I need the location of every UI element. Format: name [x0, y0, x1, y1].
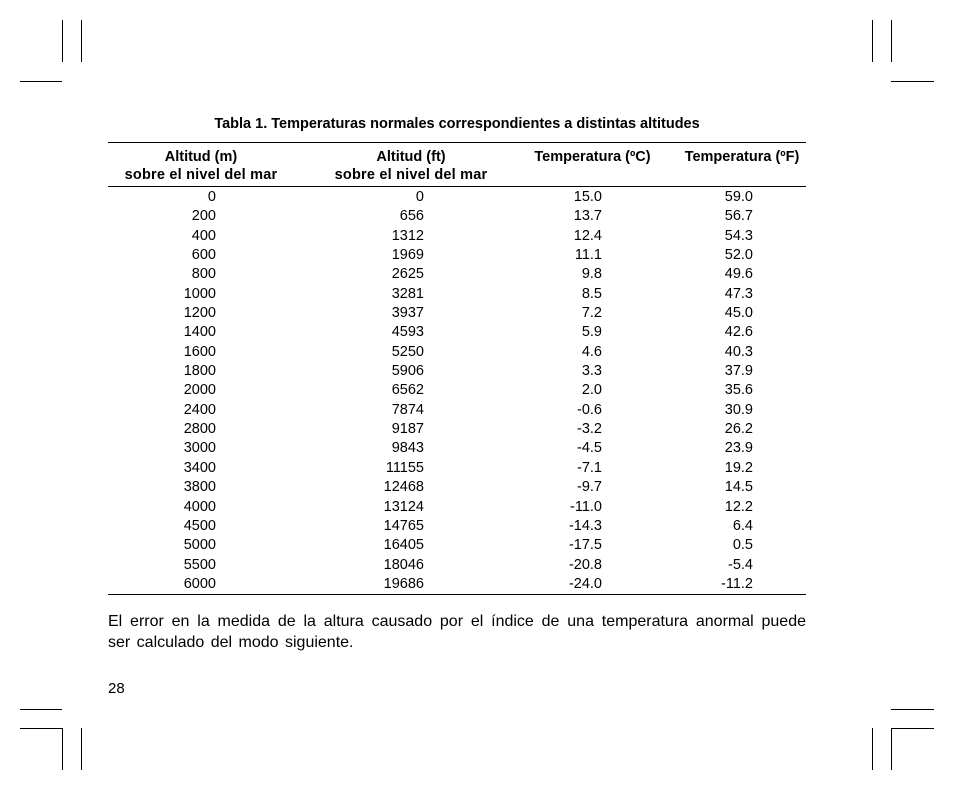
altitude-ft-cell: 1312: [391, 227, 424, 244]
altitude-m-cell: 1600: [183, 343, 216, 360]
crop-mark: [891, 81, 934, 82]
temperature-c-cell: -14.3: [568, 517, 602, 534]
table-row: [108, 439, 806, 458]
altitude-m-cell: 1400: [183, 324, 216, 341]
altitude-m-cell: 0: [207, 189, 216, 205]
altitude-m-cell: 3000: [183, 440, 216, 457]
table-row: [108, 246, 806, 265]
table-row: [108, 343, 806, 362]
table-header-rule: [108, 186, 806, 187]
temperature-c-cell: -0.6: [577, 401, 602, 418]
altitude-m-cell: 800: [191, 266, 216, 283]
table-row: [108, 478, 806, 497]
body-paragraph: El error en la medida de la altura causado por el índice de una temperatura anormal puede ser calculado del modo siguiente.: [108, 613, 806, 651]
altitude-ft-cell: 656: [399, 208, 424, 225]
altitude-ft-cell: 9843: [391, 440, 424, 457]
table-row: [108, 207, 806, 226]
table-row: [108, 285, 806, 304]
altitude-ft-cell: 9187: [391, 421, 424, 438]
table-row: [108, 362, 806, 381]
temperature-f-cell: 45.0: [724, 305, 753, 322]
temperature-c-cell: -17.5: [568, 537, 602, 554]
altitude-ft-cell: 18046: [383, 556, 424, 573]
crop-mark: [872, 728, 873, 770]
crop-mark: [891, 728, 892, 770]
altitude-m-cell: 3400: [183, 459, 216, 476]
altitude-ft-cell: 2625: [391, 266, 424, 283]
temperature-f-cell: 30.9: [724, 401, 753, 418]
altitude-m-cell: 2400: [183, 401, 216, 418]
altitude-m-cell: 400: [191, 227, 216, 244]
table-body: [108, 188, 806, 594]
page-number: 28: [108, 680, 125, 697]
altitude-ft-cell: 0: [415, 189, 424, 205]
crop-mark: [891, 20, 892, 62]
temperature-f-cell: 35.6: [724, 382, 753, 399]
altitude-m-cell: 1800: [183, 363, 216, 380]
altitude-m-cell: 4000: [183, 498, 216, 515]
header-label: Altitud (m): [164, 149, 238, 165]
header-label: Altitud (ft): [376, 149, 446, 165]
temperature-c-cell: 2.0: [581, 382, 602, 399]
altitude-ft-cell: 16405: [383, 537, 424, 554]
altitude-ft-cell: 5906: [391, 363, 424, 380]
temperature-f-cell: 14.5: [724, 479, 753, 496]
table-caption: Tabla 1. Temperaturas normales correspondientes a distintas altitudes: [214, 116, 700, 132]
temperature-f-cell: 56.7: [724, 208, 753, 225]
table-row: [108, 517, 806, 536]
altitude-ft-cell: 11155: [385, 459, 424, 476]
table-row: [108, 265, 806, 284]
altitude-ft-cell: 14765: [383, 517, 424, 534]
temperature-c-cell: -3.2: [577, 421, 602, 438]
table-row: [108, 381, 806, 400]
altitude-ft-cell: 1969: [391, 247, 424, 264]
temperature-c-cell: 4.6: [581, 343, 602, 360]
temperature-f-cell: 23.9: [724, 440, 753, 457]
header-label: Temperatura (ºC): [534, 149, 651, 165]
table-row: [108, 401, 806, 420]
temperature-f-cell: 12.2: [724, 498, 753, 515]
temperature-f-cell: 37.9: [724, 363, 753, 380]
table-row: [108, 188, 806, 207]
altitude-ft-cell: 12468: [383, 479, 424, 496]
temperature-f-cell: 49.6: [724, 266, 753, 283]
header-sublabel: sobre el nivel del mar: [124, 167, 278, 183]
altitude-m-cell: 200: [191, 208, 216, 225]
crop-mark: [20, 709, 62, 710]
crop-mark: [81, 728, 82, 770]
temperature-f-cell: 6.4: [732, 517, 753, 534]
altitude-m-cell: 5500: [183, 556, 216, 573]
altitude-ft-cell: 3937: [391, 305, 424, 322]
temperature-f-cell: -5.4: [728, 556, 753, 573]
altitude-m-cell: 4500: [183, 517, 216, 534]
altitude-m-cell: 6000: [183, 575, 216, 592]
crop-mark: [20, 81, 62, 82]
altitude-m-cell: 3800: [183, 479, 216, 496]
temperature-f-cell: 47.3: [724, 285, 753, 302]
table-row: [108, 304, 806, 323]
header-altitude-m: [108, 148, 294, 184]
temperature-c-cell: 12.4: [573, 227, 602, 244]
altitude-ft-cell: 19686: [383, 575, 424, 592]
temperature-f-cell: 26.2: [724, 421, 753, 438]
table-row: [108, 323, 806, 342]
temperature-f-cell: 42.6: [724, 324, 753, 341]
altitude-m-cell: 600: [191, 247, 216, 264]
altitude-ft-cell: 4593: [391, 324, 424, 341]
table-row: [108, 536, 806, 555]
altitude-m-cell: 2800: [183, 421, 216, 438]
altitude-ft-cell: 7874: [391, 401, 424, 418]
temperature-c-cell: 11.1: [574, 247, 602, 264]
altitude-ft-cell: 3281: [391, 285, 424, 302]
temperature-f-cell: 19.2: [724, 459, 753, 476]
crop-mark: [20, 728, 62, 729]
table-row: [108, 556, 806, 575]
altitude-ft-cell: 13124: [383, 498, 424, 515]
temperature-c-cell: -9.7: [577, 479, 602, 496]
temperature-c-cell: 7.2: [581, 305, 602, 322]
temperature-c-cell: -7.1: [577, 459, 602, 476]
temperature-c-cell: -24.0: [568, 575, 602, 592]
temperature-f-cell: 0.5: [732, 537, 753, 554]
table-row: [108, 459, 806, 478]
temperature-f-cell: 54.3: [724, 227, 753, 244]
table-row: [108, 575, 806, 594]
temperature-c-cell: 8.5: [581, 285, 602, 302]
temperature-f-cell: 59.0: [724, 189, 753, 205]
temperature-f-cell: -11.2: [721, 575, 753, 592]
altitude-ft-cell: 6562: [391, 382, 424, 399]
header-temperature-c: [520, 148, 665, 166]
temperature-c-cell: 9.8: [581, 266, 602, 283]
header-altitude-ft: [318, 148, 504, 184]
temperature-c-cell: 5.9: [581, 324, 602, 341]
crop-mark: [81, 20, 82, 62]
table-row: [108, 420, 806, 439]
table-bottom-rule: [108, 594, 806, 595]
temperature-f-cell: 40.3: [724, 343, 753, 360]
altitude-m-cell: 5000: [183, 537, 216, 554]
temperature-c-cell: -11.0: [570, 498, 602, 515]
table-row: [108, 498, 806, 517]
altitude-m-cell: 1200: [183, 305, 216, 322]
header-sublabel: sobre el nivel del mar: [334, 167, 488, 183]
crop-mark: [62, 20, 63, 62]
crop-mark: [891, 709, 934, 710]
altitude-m-cell: 1000: [183, 285, 216, 302]
temperature-c-cell: 3.3: [581, 363, 602, 380]
header-temperature-f: [672, 148, 812, 166]
header-label: Temperatura (ºF): [684, 149, 800, 165]
altitude-m-cell: 2000: [183, 382, 216, 399]
table-top-rule: [108, 142, 806, 143]
temperature-c-cell: 15.0: [573, 189, 602, 205]
crop-mark: [891, 728, 934, 729]
temperature-c-cell: -4.5: [577, 440, 602, 457]
table-row: [108, 227, 806, 246]
crop-mark: [62, 728, 63, 770]
temperature-f-cell: 52.0: [724, 247, 753, 264]
altitude-ft-cell: 5250: [391, 343, 424, 360]
temperature-c-cell: -20.8: [568, 556, 602, 573]
temperature-c-cell: 13.7: [573, 208, 602, 225]
crop-mark: [872, 20, 873, 62]
